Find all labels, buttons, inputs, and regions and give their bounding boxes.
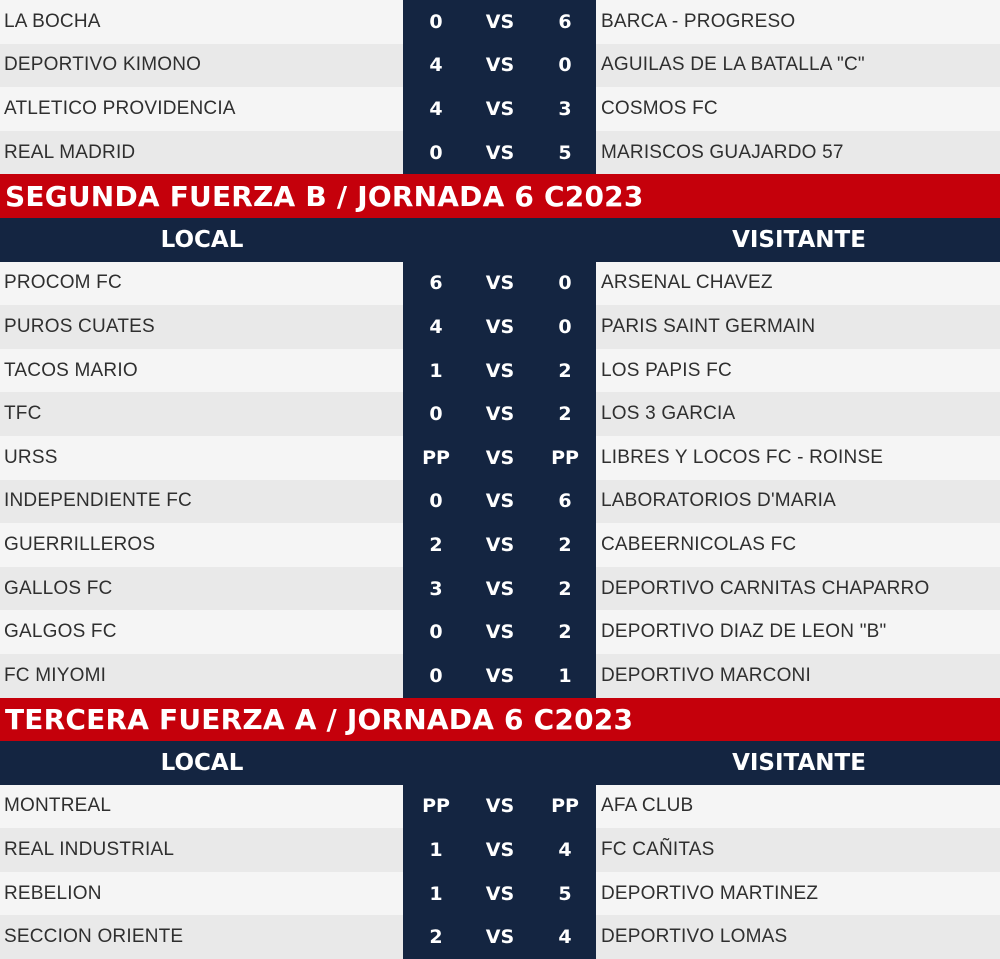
local-team-name: TACOS MARIO	[4, 359, 138, 381]
vs-label: VS	[485, 272, 515, 295]
local-team-name: FC MIYOMI	[4, 664, 107, 686]
match-row	[0, 131, 1000, 175]
local-team-name: LA BOCHA	[4, 10, 101, 32]
away-score: 2	[558, 403, 572, 426]
home-score: 1	[429, 359, 443, 382]
away-score: 1	[558, 664, 572, 687]
away-score: 4	[558, 839, 572, 862]
column-header-bar	[0, 741, 1000, 785]
vs-label: VS	[485, 926, 515, 949]
away-score: 0	[558, 272, 572, 295]
local-column-header: LOCAL	[160, 749, 244, 776]
vs-label: VS	[485, 54, 515, 77]
visitor-team-name: COSMOS FC	[601, 97, 718, 119]
visitor-team-name: DEPORTIVO MARCONI	[601, 664, 811, 686]
score-box	[403, 305, 596, 349]
home-score: 1	[429, 839, 443, 862]
local-team-name: MONTREAL	[4, 795, 112, 817]
visitor-team-name: ARSENAL CHAVEZ	[601, 272, 773, 294]
home-score: 0	[429, 141, 443, 164]
visitor-team-name: AGUILAS DE LA BATALLA "C"	[601, 54, 865, 76]
match-row	[0, 262, 1000, 306]
home-score: 4	[429, 97, 443, 120]
local-team-name: PUROS CUATES	[4, 315, 155, 337]
score-box	[403, 567, 596, 611]
match-row	[0, 785, 1000, 829]
visitor-team-name: DEPORTIVO DIAZ DE LEON "B"	[601, 621, 887, 643]
local-team-name: GALGOS FC	[4, 621, 117, 643]
match-row	[0, 392, 1000, 436]
vs-label: VS	[485, 795, 515, 818]
home-score: 2	[429, 926, 443, 949]
home-score: PP	[422, 446, 450, 469]
match-row	[0, 0, 1000, 44]
home-score: PP	[422, 795, 450, 818]
local-team-name: INDEPENDIENTE FC	[4, 490, 192, 512]
score-box	[403, 392, 596, 436]
visitor-team-name: LIBRES Y LOCOS FC - ROINSE	[601, 446, 884, 468]
away-score: 3	[558, 97, 572, 120]
match-row	[0, 828, 1000, 872]
score-box	[403, 480, 596, 524]
away-score: 4	[558, 926, 572, 949]
local-team-name: REBELION	[4, 882, 102, 904]
column-header-bar	[0, 218, 1000, 262]
vs-label: VS	[485, 577, 515, 600]
score-box	[403, 87, 596, 131]
score-box	[403, 131, 596, 175]
match-row	[0, 349, 1000, 393]
home-score: 2	[429, 533, 443, 556]
away-score: 2	[558, 359, 572, 382]
home-score: 0	[429, 10, 443, 33]
results-section	[0, 0, 1000, 174]
score-box	[403, 872, 596, 916]
score-box	[403, 262, 596, 306]
local-team-name: GALLOS FC	[4, 577, 113, 599]
vs-label: VS	[485, 882, 515, 905]
visitor-team-name: BARCA - PROGRESO	[601, 10, 796, 32]
away-score: 2	[558, 621, 572, 644]
local-team-name: DEPORTIVO KIMONO	[4, 54, 202, 76]
score-box	[403, 828, 596, 872]
visitor-team-name: FC CAÑITAS	[601, 839, 715, 861]
local-team-name: TFC	[4, 403, 42, 425]
score-box	[403, 915, 596, 959]
vs-label: VS	[485, 141, 515, 164]
home-score: 4	[429, 315, 443, 338]
away-score: PP	[551, 795, 579, 818]
visitor-team-name: CABEERNICOLAS FC	[601, 533, 797, 555]
vs-label: VS	[485, 359, 515, 382]
visitor-team-name: AFA CLUB	[601, 795, 694, 817]
local-team-name: URSS	[4, 446, 58, 468]
away-score: 0	[558, 54, 572, 77]
local-team-name: SECCION ORIENTE	[4, 926, 184, 948]
score-box	[403, 44, 596, 88]
vs-label: VS	[485, 490, 515, 513]
score-box	[403, 0, 596, 44]
match-row	[0, 872, 1000, 916]
visitor-team-name: MARISCOS GUAJARDO 57	[601, 141, 844, 163]
away-score: 6	[558, 10, 572, 33]
away-score: 6	[558, 490, 572, 513]
away-score: PP	[551, 446, 579, 469]
match-row	[0, 305, 1000, 349]
local-team-name: PROCOM FC	[4, 272, 122, 294]
visitor-team-name: PARIS SAINT GERMAIN	[601, 315, 816, 337]
vs-label: VS	[485, 664, 515, 687]
home-score: 0	[429, 664, 443, 687]
home-score: 1	[429, 882, 443, 905]
score-box	[403, 610, 596, 654]
visitor-team-name: LABORATORIOS D'MARIA	[601, 490, 836, 512]
match-row	[0, 87, 1000, 131]
away-score: 2	[558, 577, 572, 600]
match-row	[0, 436, 1000, 480]
vs-label: VS	[485, 446, 515, 469]
vs-label: VS	[485, 97, 515, 120]
home-score: 0	[429, 403, 443, 426]
away-score: 5	[558, 882, 572, 905]
visitor-team-name: DEPORTIVO LOMAS	[601, 926, 788, 948]
away-score: 2	[558, 533, 572, 556]
match-row	[0, 915, 1000, 959]
away-score: 5	[558, 141, 572, 164]
away-score: 0	[558, 315, 572, 338]
score-box	[403, 523, 596, 567]
vs-label: VS	[485, 403, 515, 426]
visitor-column-header: VISITANTE	[732, 226, 866, 253]
score-box	[403, 785, 596, 829]
local-team-name: REAL MADRID	[4, 141, 136, 163]
vs-label: VS	[485, 621, 515, 644]
visitor-column-header: VISITANTE	[732, 749, 866, 776]
vs-label: VS	[485, 315, 515, 338]
home-score: 0	[429, 490, 443, 513]
match-row	[0, 610, 1000, 654]
results-section	[0, 698, 1000, 959]
match-row	[0, 654, 1000, 698]
home-score: 3	[429, 577, 443, 600]
score-box	[403, 654, 596, 698]
section-title: TERCERA FUERZA A / JORNADA 6 C2023	[0, 698, 1000, 742]
local-team-name: ATLETICO PROVIDENCIA	[4, 97, 236, 119]
local-team-name: GUERRILLEROS	[4, 533, 156, 555]
match-row	[0, 567, 1000, 611]
results-section	[0, 174, 1000, 697]
home-score: 4	[429, 54, 443, 77]
visitor-team-name: DEPORTIVO CARNITAS CHAPARRO	[601, 577, 930, 599]
match-row	[0, 44, 1000, 88]
visitor-team-name: DEPORTIVO MARTINEZ	[601, 882, 819, 904]
vs-label: VS	[485, 533, 515, 556]
score-box	[403, 436, 596, 480]
match-row	[0, 480, 1000, 524]
visitor-team-name: LOS 3 GARCIA	[601, 403, 736, 425]
match-row	[0, 523, 1000, 567]
visitor-team-name: LOS PAPIS FC	[601, 359, 732, 381]
home-score: 0	[429, 621, 443, 644]
vs-label: VS	[485, 839, 515, 862]
score-box	[403, 349, 596, 393]
vs-label: VS	[485, 10, 515, 33]
section-title: SEGUNDA FUERZA B / JORNADA 6 C2023	[0, 174, 1000, 218]
home-score: 6	[429, 272, 443, 295]
local-column-header: LOCAL	[160, 226, 244, 253]
local-team-name: REAL INDUSTRIAL	[4, 839, 175, 861]
